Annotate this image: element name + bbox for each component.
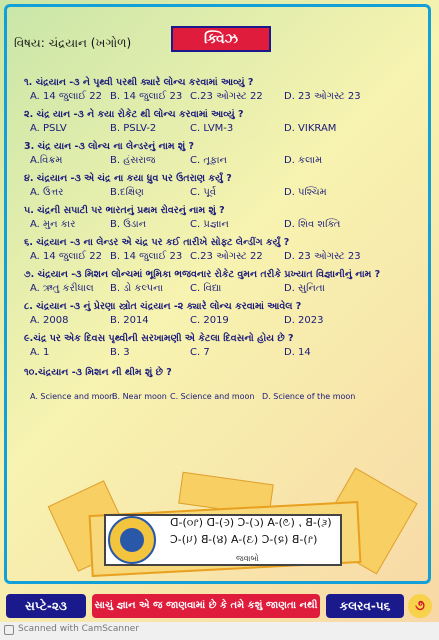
option-c: C. પૂર્વ bbox=[190, 187, 217, 198]
school-logo bbox=[108, 516, 156, 564]
option-a: A. 14 જુલાઈ 22 bbox=[30, 251, 103, 262]
camscanner-icon bbox=[4, 625, 14, 635]
question-list bbox=[24, 76, 410, 408]
option-a: A.વિક્રમ bbox=[30, 155, 63, 166]
option-d: D. 23 ઓગસ્ટ 23 bbox=[284, 251, 361, 262]
question-text: ૬. ચંદ્રયાન -૩ ના લેન્ડર એ ચંદ્ર પર કઈ તારીખે સોફ્ટ લેન્ડીંગ કર્યું ? bbox=[24, 237, 290, 248]
option-c: C. 7 bbox=[190, 347, 210, 358]
option-a: A. 2008 bbox=[30, 315, 69, 326]
question-text: ૮. ચંદ્રયાન -૩ નું પ્રેરણા સ્ત્રોત ચંદ્રયાન -૨ ક્યારે લોન્ચ કરવામાં આવેલ ? bbox=[24, 301, 302, 312]
option-b: B. Near moon bbox=[112, 392, 167, 401]
option-b: B. ઉડાન bbox=[110, 219, 147, 230]
option-a: A. મુન કાર bbox=[30, 219, 76, 230]
option-d: D. 14 bbox=[284, 347, 311, 358]
option-c: C. LVM-3 bbox=[190, 123, 234, 134]
option-b: B.દક્ષિણ bbox=[110, 187, 144, 198]
option-a: A. ઋતુ કરીધાલ bbox=[30, 283, 94, 294]
option-a: A. Science and moon bbox=[30, 392, 115, 401]
footer-quote: સાચું જ્ઞાન એ જ જાણવામાં છે કે તમે કશું જાણતા નથી bbox=[92, 594, 320, 618]
question-item bbox=[24, 236, 410, 264]
option-b: B. ડો કલ્પના bbox=[110, 283, 164, 294]
option-d: D. 2023 bbox=[284, 315, 324, 326]
answer-key-line-1: (૬)-B , (૭)-A (૮)-C (૯)-D (૧૦)-D bbox=[170, 516, 332, 529]
option-d: D. 23 ઓગસ્ટ 23 bbox=[284, 91, 361, 102]
subject-label: વિષય: ચંદ્રયાન (ખગોળ) bbox=[14, 36, 132, 50]
question-item bbox=[24, 108, 410, 136]
scanner-watermark-text: Scanned with CamScanner bbox=[18, 624, 140, 634]
option-a: A. 14 જુલાઈ 22 bbox=[30, 91, 103, 102]
option-d: D. પશ્ચિમ bbox=[284, 187, 327, 198]
option-c: C. 2019 bbox=[190, 315, 229, 326]
option-c: C. Science and moon bbox=[170, 392, 255, 401]
answer-key-label: જવાબો bbox=[236, 554, 259, 563]
option-a: A. ઉત્તર bbox=[30, 187, 64, 198]
option-d: D. Science of the moon bbox=[262, 392, 356, 401]
option-b: B. 14 જુલાઈ 23 bbox=[110, 91, 183, 102]
option-b: B. 2014 bbox=[110, 315, 149, 326]
option-c: C. તૂફાન bbox=[190, 155, 228, 166]
question-text: 3. ચંદ્ર યાન -૩ લોન્ચ ના લેન્ડરનું નામ શું ? bbox=[24, 141, 195, 152]
quiz-title: ક્વિઝ bbox=[171, 26, 271, 52]
option-d: D. VIKRAM bbox=[284, 123, 337, 134]
option-d: D. સુનિતા bbox=[284, 283, 325, 294]
footer-magazine: કલરવ-૫૬ bbox=[326, 594, 404, 618]
question-item bbox=[24, 300, 410, 328]
question-text: ૧. ચંદ્રયાન -૩ ને પૃથ્વી પરથી ક્યારે લોન્ચ કરવામાં આવ્યું ? bbox=[24, 77, 254, 88]
option-b: B. 14 જુલાઈ 23 bbox=[110, 251, 183, 262]
question-text: ૧૦.ચંદ્રયાન -૩ મિશન ની થીમ શું છે ? bbox=[24, 367, 172, 378]
question-text: ૭. ચંદ્રયાન -૩ મિશન લોન્ચમાં ભૂમિકા ભજવનાર રોકેટ વુમન તરીકે પ્રખ્યાત વિજ્ઞાનીનું નામ ? bbox=[24, 269, 381, 280]
question-item bbox=[24, 204, 410, 232]
question-item bbox=[24, 140, 410, 168]
question-item bbox=[24, 332, 410, 360]
option-d: D. કલામ bbox=[284, 155, 323, 166]
question-item bbox=[24, 76, 410, 104]
question-text: ૫. ચંદ્રની સપાટી પર ભારતનું પ્રથમ રોવરનું નામ શું ? bbox=[24, 205, 225, 216]
option-b: B. 3 bbox=[110, 347, 130, 358]
question-item bbox=[24, 268, 410, 296]
option-c: C. વિદ્યા bbox=[190, 283, 222, 294]
option-c: C.23 ઓગસ્ટ 22 bbox=[190, 251, 263, 262]
page-number: ૭ bbox=[408, 594, 432, 618]
option-c: C. પ્રજ્ઞાન bbox=[190, 219, 229, 230]
question-item bbox=[24, 172, 410, 200]
question-text: ૨. ચંદ્ર યાન -૩ ને કયા રોકેટ થી લોન્ચ કરવામાં આવ્યું ? bbox=[24, 109, 244, 120]
answer-key-line-2: (૧)-B (૨)-C (૩)-A (૪)-B (૫)-C bbox=[170, 533, 318, 546]
question-item bbox=[24, 366, 410, 404]
option-a: A. PSLV bbox=[30, 123, 67, 134]
footer-issue: સપ્ટે-૨૩ bbox=[6, 594, 86, 618]
question-text: ૪. ચંદ્રયાન -૩ એ ચંદ્ર ના કયા ધ્રુવ પર ઉતરાણ કર્યું ? bbox=[24, 173, 232, 184]
option-c: C.23 ઓગસ્ટ 22 bbox=[190, 91, 263, 102]
option-b: B. હંસરાજ bbox=[110, 155, 156, 166]
option-a: A. 1 bbox=[30, 347, 50, 358]
question-text: ૯.ચંદ્ર પર એક દિવસ પૃથ્વીની સરખામણી એ કેટલા દિવસનો હોય છે ? bbox=[24, 333, 294, 344]
option-b: B. PSLV-2 bbox=[110, 123, 157, 134]
option-d: D. શિવ શક્તિ bbox=[284, 219, 341, 230]
